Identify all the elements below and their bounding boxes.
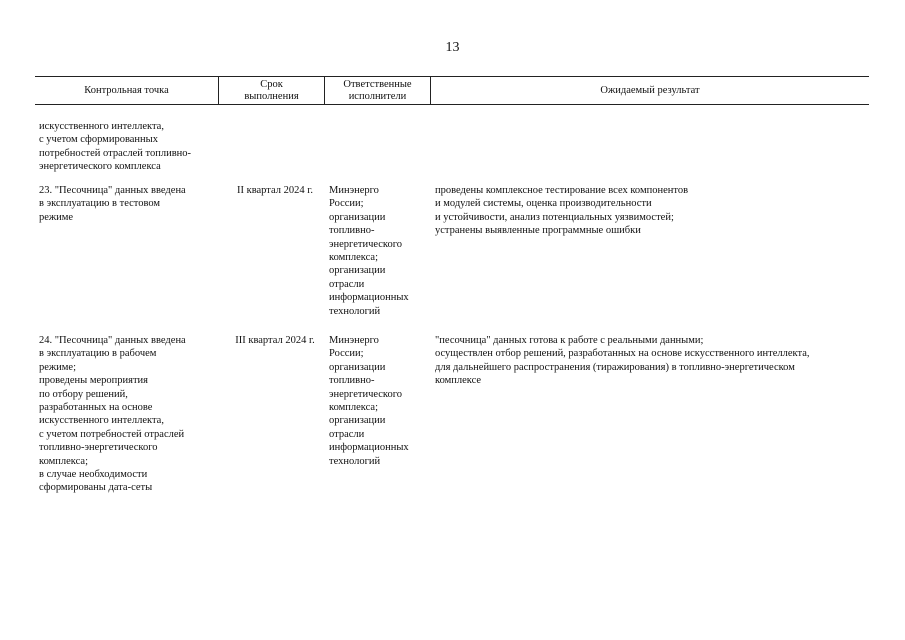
row-24-responsible: Минэнерго России; организации топливно- энергетического комплекса; организации отрасли информационных технологий bbox=[329, 335, 409, 467]
header-checkpoint-label: Контрольная точка bbox=[84, 84, 169, 96]
row-23-result: проведены комплексное тестирование всех компонентов и модулей системы, оценка производительности и устойчивости, анализ потенциальных уязвимостей; устранены выявленные программные ошибки bbox=[435, 185, 689, 237]
row-23-responsible: Минэнерго России; организации топливно- энергетического комплекса; организации отрасли информационных технологий bbox=[329, 185, 409, 317]
continuation-checkpoint: искусственного интеллекта, с учетом сформированных потребностей отраслей топливно- энергетического комплекса bbox=[39, 121, 192, 173]
page-number: 13 bbox=[445, 40, 460, 55]
header-deadline-line2: выполнения bbox=[244, 90, 299, 102]
row-24-deadline: III квартал 2024 г. bbox=[235, 335, 315, 346]
header-result-label: Ожидаемый результат bbox=[600, 84, 700, 96]
header-result bbox=[430, 77, 869, 104]
header-responsible-line1: Ответственные bbox=[343, 78, 412, 90]
header-checkpoint bbox=[35, 77, 218, 104]
header-responsible-line2: исполнители bbox=[348, 90, 407, 102]
header-responsible bbox=[324, 77, 430, 104]
checkpoints-table bbox=[35, 76, 869, 105]
row-24-result: "песочница" данных готова к работе с реальными данными; осуществлен отбор решений, разработанных на основе искусственного интеллекта, для дальнейшего распространения (тиражирования) в топливно-энергетическом комплексе bbox=[435, 335, 810, 387]
table-header bbox=[35, 76, 869, 105]
row-23-deadline: II квартал 2024 г. bbox=[236, 185, 314, 196]
row-24-checkpoint: 24. "Песочница" данных введена в эксплуатацию в рабочем режиме; проведены мероприятия по отбору решений, разработанных на основе искусственного интеллекта, с учетом потребностей отраслей топливно-энергетического комплекса; в случае необходимости сформированы дата-сеты bbox=[39, 335, 186, 494]
header-deadline-line1: Срок bbox=[260, 78, 283, 90]
row-23-checkpoint: 23. "Песочница" данных введена в эксплуатацию в тестовом режиме bbox=[39, 185, 186, 223]
header-deadline bbox=[218, 77, 324, 104]
